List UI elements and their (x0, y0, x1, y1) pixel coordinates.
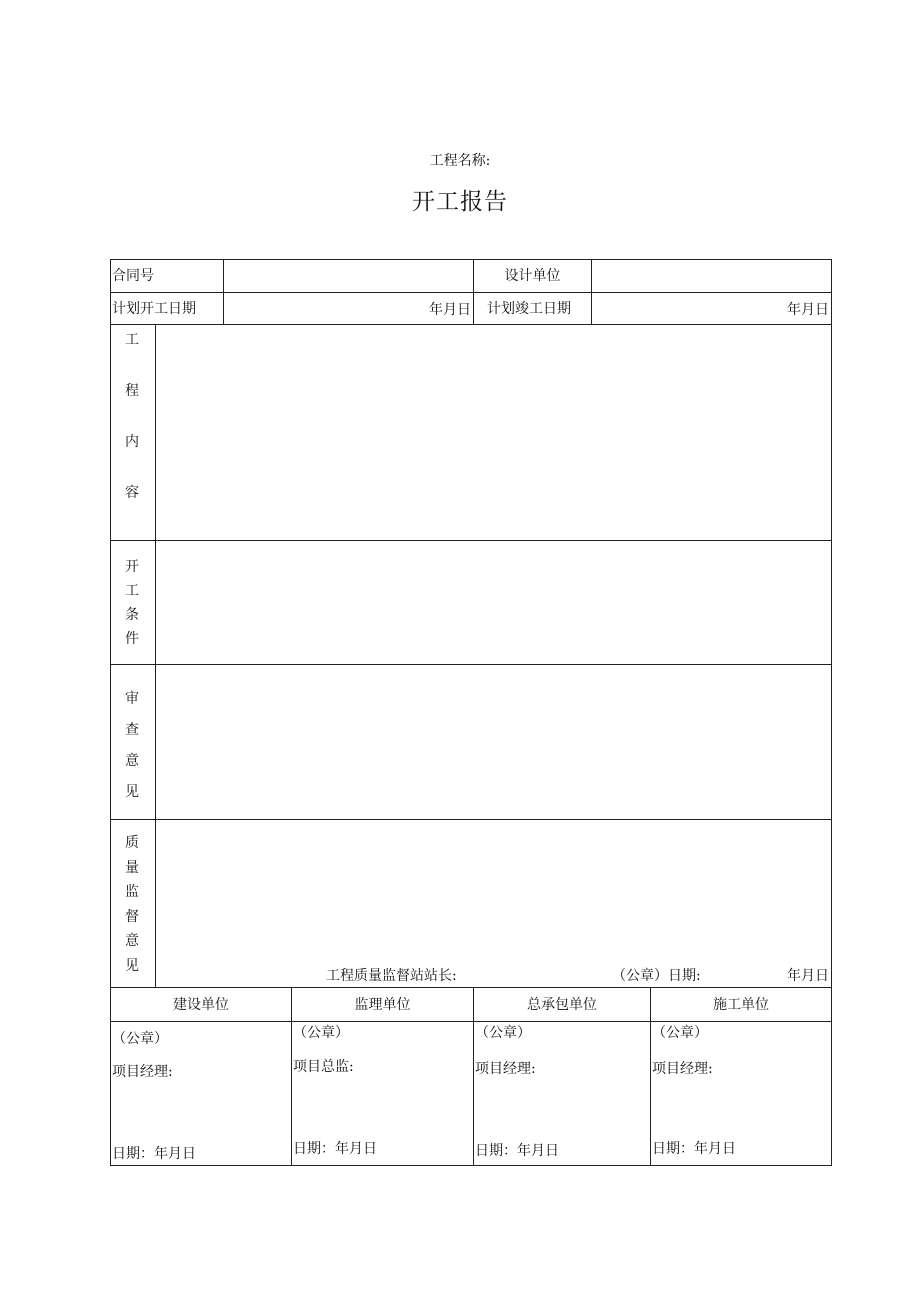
label-char: 开 (125, 559, 139, 575)
table-rule (110, 259, 832, 260)
design-unit-label: 设计单位 (504, 268, 561, 284)
quality-date-field[interactable]: 年月日 (787, 968, 829, 984)
design-unit-field[interactable] (594, 267, 828, 285)
label-char: 程 (125, 383, 139, 399)
project-name-label: 工程名称: (429, 153, 491, 169)
label-char: 件 (125, 631, 139, 647)
label-char: 查 (125, 722, 139, 738)
label-char: 督 (125, 908, 139, 925)
label-char: 内 (125, 434, 139, 450)
seal-label: （公章） (112, 1031, 168, 1047)
label-char: 意 (125, 753, 139, 769)
label-char: 见 (125, 784, 139, 800)
label-char: 审 (125, 691, 139, 707)
table-rule (223, 259, 224, 325)
unit-header-contractor: 施工单位 (713, 997, 769, 1013)
label-char: 量 (125, 859, 139, 876)
table-rule (110, 987, 832, 988)
seal-label: （公章） (475, 1025, 531, 1041)
page-title: 开工报告 (412, 189, 508, 215)
seal-label: （公章） (293, 1025, 349, 1041)
table-rule (591, 259, 592, 325)
seal-label: （公章） (652, 1025, 708, 1041)
label-char: 见 (125, 957, 139, 974)
label-char: 工 (125, 332, 139, 348)
chief-supervisor-label: 项目总监: (293, 1059, 354, 1075)
table-rule (110, 292, 832, 293)
unit-header-general-contractor: 总承包单位 (527, 997, 597, 1013)
label-char: 意 (125, 933, 139, 949)
quality-seal-date-label: （公章）日期: (612, 968, 701, 984)
contract-number-field[interactable] (226, 267, 470, 285)
unit-header-construction: 建设单位 (173, 997, 229, 1013)
contract-number-label: 合同号 (112, 268, 154, 284)
station-head-signature-label: 工程质量监督站站长: (326, 968, 457, 984)
label-char: 容 (125, 485, 139, 501)
table-rule (110, 1021, 832, 1022)
project-manager-label: 项目经理: (112, 1064, 173, 1080)
label-char: 条 (125, 607, 139, 623)
table-rule (110, 540, 832, 541)
table-rule (110, 1165, 832, 1166)
quality-supervision-field[interactable] (157, 821, 830, 961)
planned-start-date-label: 计划开工日期 (112, 301, 196, 317)
project-content-label (110, 331, 154, 535)
project-manager-label: 项目经理: (475, 1061, 536, 1077)
project-manager-label: 项目经理: (652, 1061, 713, 1077)
planned-start-date-field[interactable]: 年月日 (429, 302, 471, 318)
start-conditions-label (110, 558, 154, 654)
label-char: 监 (125, 884, 139, 900)
signature-date-label: 日期：年月日 (475, 1143, 559, 1159)
quality-supervision-label (110, 834, 154, 981)
unit-header-supervision: 监理单位 (354, 997, 411, 1013)
signature-date-label: 日期：年月日 (652, 1141, 736, 1157)
planned-end-date-field[interactable]: 年月日 (787, 302, 829, 318)
label-char: 质 (125, 835, 139, 851)
table-rule (110, 324, 832, 325)
review-opinion-field[interactable] (157, 666, 830, 818)
planned-end-date-label: 计划竣工日期 (487, 301, 571, 317)
table-rule (110, 819, 832, 820)
start-conditions-field[interactable] (157, 542, 830, 663)
table-rule (155, 324, 156, 988)
label-char: 工 (125, 583, 139, 599)
project-content-field[interactable] (157, 326, 830, 539)
review-opinion-label (110, 690, 154, 814)
signature-date-label: 日期：年月日 (112, 1146, 196, 1162)
signature-date-label: 日期：年月日 (293, 1141, 377, 1157)
table-rule (110, 664, 832, 665)
table-rule (831, 259, 832, 1166)
